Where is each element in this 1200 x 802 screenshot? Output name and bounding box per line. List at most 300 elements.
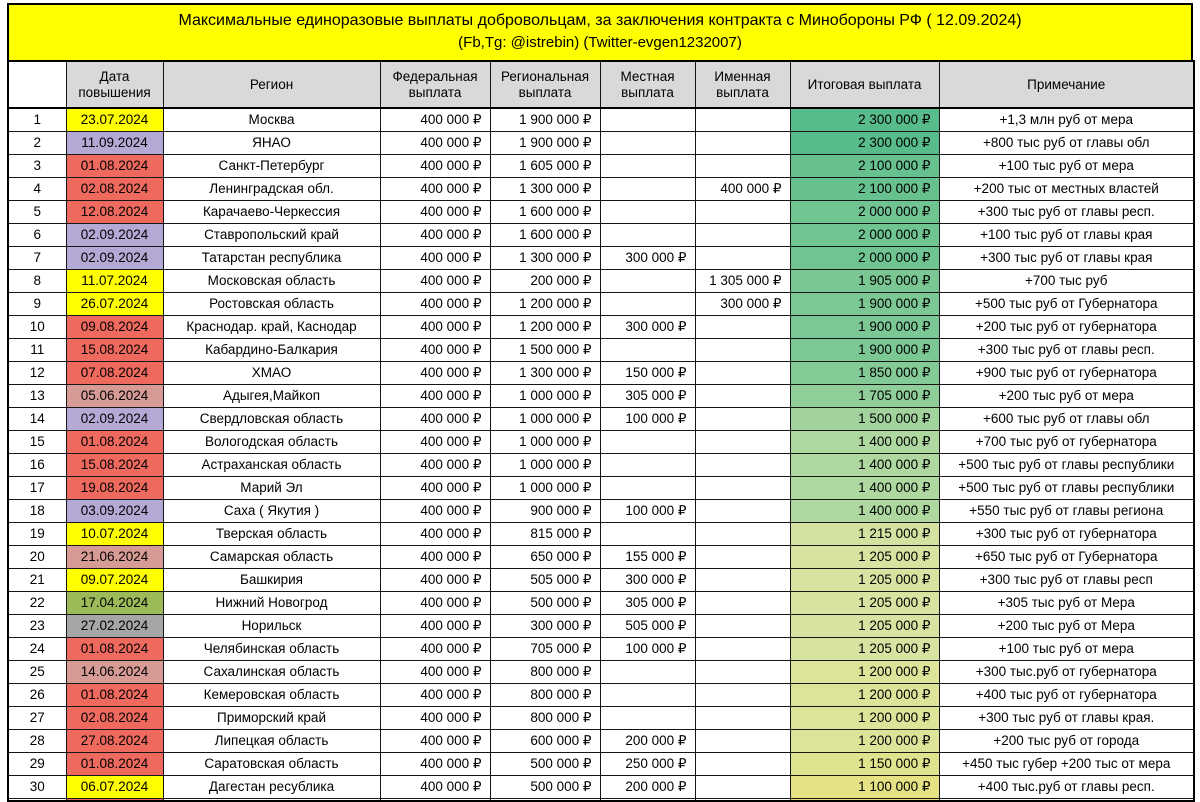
region-cell: Тверская область [163,522,380,545]
federal-payment-cell: 400 000 ₽ [380,775,490,798]
row-number-cell: 30 [8,775,66,798]
date-cell: 23.07.2024 [66,108,163,131]
local-payment-cell: 305 000 ₽ [600,591,695,614]
note-cell: +650 тыс руб от Губернатора [939,545,1194,568]
local-payment-cell: 300 000 ₽ [600,246,695,269]
row-number-cell: 11 [8,338,66,361]
region-cell: Ставропольский край [163,223,380,246]
note-cell: +400 тыс руб от губернатора [939,683,1194,706]
local-payment-cell: 100 000 ₽ [600,407,695,430]
row-number-cell: 7 [8,246,66,269]
total-payment-cell: 1 400 000 ₽ [790,499,939,522]
column-header: Регион [163,61,380,108]
region-cell: Саха ( Якутия ) [163,499,380,522]
date-cell: 10.07.2024 [66,522,163,545]
date-cell: 09.08.2024 [66,315,163,338]
named-payment-cell [695,223,790,246]
named-payment-cell [695,706,790,729]
note-cell: +550 тыс руб от главы региона [939,499,1194,522]
federal-payment-cell: 400 000 ₽ [380,223,490,246]
date-cell: 01.08.2024 [66,430,163,453]
total-payment-cell: 2 100 000 ₽ [790,177,939,200]
named-payment-cell [695,683,790,706]
named-payment-cell [695,338,790,361]
region-cell: Краснодар. край, Каснодар [163,315,380,338]
row-number-cell: 13 [8,384,66,407]
date-cell: 01.08.2024 [66,154,163,177]
regional-payment-cell: 800 000 ₽ [490,706,600,729]
region-cell: Свердловская область [163,407,380,430]
regional-payment-cell: 815 000 ₽ [490,522,600,545]
total-payment-cell: 1 200 000 ₽ [790,683,939,706]
regional-payment-cell: 650 000 ₽ [490,545,600,568]
row-number-cell: 26 [8,683,66,706]
named-payment-cell [695,522,790,545]
region-cell: Вологодская область [163,430,380,453]
named-payment-cell [695,660,790,683]
table-row [8,453,1194,476]
note-cell: +700 тыс руб от губернатора [939,430,1194,453]
region-cell: Сахалинская область [163,660,380,683]
local-payment-cell [600,522,695,545]
federal-payment-cell: 400 000 ₽ [380,752,490,775]
region-cell [163,798,380,801]
total-payment-cell: 2 000 000 ₽ [790,223,939,246]
date-cell: 07.08.2024 [66,361,163,384]
table-row [8,637,1194,660]
total-payment-cell: 2 300 000 ₽ [790,108,939,131]
named-payment-cell [695,361,790,384]
page-title: Максимальные единоразовые выплаты добровольцам, за заключения контракта с Минобороны РФ ( 12.09.2024) [178,12,1022,29]
local-payment-cell [600,108,695,131]
note-cell: +200 тыс руб от мера [939,384,1194,407]
local-payment-cell [600,154,695,177]
row-number-cell: 22 [8,591,66,614]
table-row [8,499,1194,522]
federal-payment-cell: 400 000 ₽ [380,200,490,223]
date-cell: 26.07.2024 [66,292,163,315]
date-cell: 06.07.2024 [66,775,163,798]
local-payment-cell: 100 000 ₽ [600,637,695,660]
total-payment-cell [790,798,939,801]
federal-payment-cell: 400 000 ₽ [380,706,490,729]
note-cell: +200 тыс руб от города [939,729,1194,752]
row-number-cell: 24 [8,637,66,660]
note-cell: +400 тыс.руб от главы респ. [939,775,1194,798]
region-cell: Норильск [163,614,380,637]
named-payment-cell [695,591,790,614]
table-row [8,177,1194,200]
federal-payment-cell: 400 000 ₽ [380,637,490,660]
local-payment-cell [600,706,695,729]
regional-payment-cell: 500 000 ₽ [490,775,600,798]
note-cell: +200 тыс руб от Мера [939,614,1194,637]
federal-payment-cell: 400 000 ₽ [380,545,490,568]
region-cell: Татарстан республика [163,246,380,269]
total-payment-cell: 1 905 000 ₽ [790,269,939,292]
named-payment-cell [695,614,790,637]
total-payment-cell: 1 205 000 ₽ [790,545,939,568]
column-header: Местная выплата [600,61,695,108]
named-payment-cell: 1 305 000 ₽ [695,269,790,292]
title-band [7,3,1193,62]
regional-payment-cell: 1 000 000 ₽ [490,430,600,453]
local-payment-cell: 200 000 ₽ [600,729,695,752]
regional-payment-cell: 800 000 ₽ [490,660,600,683]
table-row [8,407,1194,430]
named-payment-cell [695,729,790,752]
note-cell: +305 тыс руб от Мера [939,591,1194,614]
federal-payment-cell: 400 000 ₽ [380,729,490,752]
region-cell: Москва [163,108,380,131]
row-number-cell: 14 [8,407,66,430]
regional-payment-cell: 705 000 ₽ [490,637,600,660]
row-number-cell: 21 [8,568,66,591]
table-row [8,522,1194,545]
local-payment-cell: 100 000 ₽ [600,499,695,522]
regional-payment-cell: 500 000 ₽ [490,752,600,775]
table-row [8,568,1194,591]
table-row [8,476,1194,499]
regional-payment-cell: 1 300 000 ₽ [490,177,600,200]
note-cell: +700 тыс руб [939,269,1194,292]
table-row [8,338,1194,361]
row-number-cell: 6 [8,223,66,246]
table-row [8,292,1194,315]
federal-payment-cell: 400 000 ₽ [380,246,490,269]
local-payment-cell [600,200,695,223]
total-payment-cell: 1 400 000 ₽ [790,476,939,499]
row-number-cell: 15 [8,430,66,453]
total-payment-cell: 1 205 000 ₽ [790,591,939,614]
total-payment-cell: 1 205 000 ₽ [790,614,939,637]
region-cell: Ростовская область [163,292,380,315]
note-cell: +500 тыс руб от главы республики [939,453,1194,476]
table-row [8,108,1194,131]
region-cell: Марий Эл [163,476,380,499]
note-cell: +300 тыс руб от главы края [939,246,1194,269]
local-payment-cell: 300 000 ₽ [600,315,695,338]
regional-payment-cell: 1 900 000 ₽ [490,108,600,131]
date-cell: 15.08.2024 [66,453,163,476]
spreadsheet [7,3,1193,802]
named-payment-cell [695,131,790,154]
local-payment-cell [600,177,695,200]
column-header: Дата повышения [66,61,163,108]
date-cell: 19.08.2024 [66,476,163,499]
named-payment-cell [695,154,790,177]
federal-payment-cell: 400 000 ₽ [380,614,490,637]
date-cell: 27.08.2024 [66,729,163,752]
total-payment-cell: 1 200 000 ₽ [790,729,939,752]
region-cell: Дагестан ресублика [163,775,380,798]
column-header: Примечание [939,61,1194,108]
local-payment-cell [600,660,695,683]
local-payment-cell [600,292,695,315]
region-cell: Челябинская область [163,637,380,660]
named-payment-cell [695,775,790,798]
named-payment-cell [695,545,790,568]
row-number-cell: 28 [8,729,66,752]
regional-payment-cell: 1 605 000 ₽ [490,154,600,177]
federal-payment-cell: 400 000 ₽ [380,338,490,361]
federal-payment-cell: 400 000 ₽ [380,522,490,545]
federal-payment-cell: 400 000 ₽ [380,154,490,177]
date-cell: 17.04.2024 [66,591,163,614]
federal-payment-cell: 400 000 ₽ [380,683,490,706]
region-cell: Карачаево-Черкессия [163,200,380,223]
date-cell: 15.08.2024 [66,338,163,361]
total-payment-cell: 1 850 000 ₽ [790,361,939,384]
date-cell: 14.06.2024 [66,660,163,683]
column-header: Региональная выплата [490,61,600,108]
payments-table [7,60,1195,802]
region-cell: Липецкая область [163,729,380,752]
table-row [8,131,1194,154]
federal-payment-cell: 400 000 ₽ [380,177,490,200]
table-row [8,752,1194,775]
table-row [8,223,1194,246]
row-number-cell: 19 [8,522,66,545]
regional-payment-cell: 500 000 ₽ [490,591,600,614]
total-payment-cell: 1 205 000 ₽ [790,568,939,591]
region-cell: Кемеровская область [163,683,380,706]
regional-payment-cell: 1 500 000 ₽ [490,338,600,361]
total-payment-cell: 1 900 000 ₽ [790,315,939,338]
regional-payment-cell: 1 000 000 ₽ [490,407,600,430]
regional-payment-cell: 1 600 000 ₽ [490,200,600,223]
region-cell: Московская область [163,269,380,292]
table-row [8,591,1194,614]
named-payment-cell [695,476,790,499]
federal-payment-cell: 400 000 ₽ [380,292,490,315]
date-cell: 27.02.2024 [66,614,163,637]
region-cell: Нижний Новогрод [163,591,380,614]
row-number-cell: 12 [8,361,66,384]
row-number-cell: 3 [8,154,66,177]
row-number-cell: 16 [8,453,66,476]
row-number-cell: 5 [8,200,66,223]
local-payment-cell: 300 000 ₽ [600,568,695,591]
note-cell: +300 тыс руб от главы края. [939,706,1194,729]
region-cell: Астраханская область [163,453,380,476]
date-cell: 12.08.2024 [66,200,163,223]
date-cell: 02.08.2024 [66,706,163,729]
table-row [8,384,1194,407]
note-cell: +500 тыс руб от главы республики [939,476,1194,499]
total-payment-cell: 2 000 000 ₽ [790,200,939,223]
row-number-cell: 9 [8,292,66,315]
local-payment-cell [600,798,695,801]
named-payment-cell: 400 000 ₽ [695,177,790,200]
region-cell: Ленинградская обл. [163,177,380,200]
federal-payment-cell: 400 000 ₽ [380,453,490,476]
total-payment-cell: 1 200 000 ₽ [790,706,939,729]
total-payment-cell: 1 205 000 ₽ [790,637,939,660]
note-cell: +300 тыс руб от главы респ. [939,338,1194,361]
local-payment-cell [600,223,695,246]
date-cell: 03.09.2024 [66,499,163,522]
note-cell: +300 тыс руб от главы респ. [939,200,1194,223]
regional-payment-cell: 505 000 ₽ [490,568,600,591]
local-payment-cell: 250 000 ₽ [600,752,695,775]
note-cell: +450 тыс губер +200 тыс от мера [939,752,1194,775]
row-number-cell: 4 [8,177,66,200]
date-cell: 01.08.2024 [66,683,163,706]
corner-header-blank [8,61,66,108]
local-payment-cell [600,476,695,499]
local-payment-cell: 150 000 ₽ [600,361,695,384]
local-payment-cell [600,269,695,292]
region-cell: Кабардино-Балкария [163,338,380,361]
federal-payment-cell: 400 000 ₽ [380,361,490,384]
local-payment-cell [600,453,695,476]
regional-payment-cell: 1 600 000 ₽ [490,223,600,246]
row-number-cell: 17 [8,476,66,499]
table-row [8,798,1194,801]
table-row [8,545,1194,568]
note-cell: +300 тыс.руб от губернатора [939,660,1194,683]
region-cell: Санкт-Петербург [163,154,380,177]
regional-payment-cell: 800 000 ₽ [490,683,600,706]
note-cell: +500 тыс руб от Губернатора [939,292,1194,315]
total-payment-cell: 1 150 000 ₽ [790,752,939,775]
total-payment-cell: 2 300 000 ₽ [790,131,939,154]
federal-payment-cell: 400 000 ₽ [380,384,490,407]
note-cell: +200 тыс от местных властей [939,177,1194,200]
federal-payment-cell: 400 000 ₽ [380,476,490,499]
local-payment-cell [600,683,695,706]
total-payment-cell: 1 200 000 ₽ [790,660,939,683]
date-cell: 09.07.2024 [66,568,163,591]
regional-payment-cell: 1 000 000 ₽ [490,384,600,407]
note-cell: +300 тыс руб от главы респ [939,568,1194,591]
region-cell: ЯНАО [163,131,380,154]
local-payment-cell [600,338,695,361]
note-cell: +800 тыс руб от главы обл [939,131,1194,154]
named-payment-cell [695,407,790,430]
named-payment-cell [695,499,790,522]
local-payment-cell [600,131,695,154]
regional-payment-cell: 900 000 ₽ [490,499,600,522]
federal-payment-cell: 400 000 ₽ [380,660,490,683]
table-header-row [8,61,1194,108]
region-cell: ХМАО [163,361,380,384]
table-row [8,315,1194,338]
date-cell: 11.09.2024 [66,131,163,154]
note-cell: +100 тыс руб от главы края [939,223,1194,246]
row-number-cell: 23 [8,614,66,637]
table-row [8,614,1194,637]
total-payment-cell: 1 705 000 ₽ [790,384,939,407]
date-cell: 02.09.2024 [66,407,163,430]
date-cell: 11.07.2024 [66,269,163,292]
table-row [8,361,1194,384]
named-payment-cell [695,108,790,131]
note-cell: +600 тыс руб от главы обл [939,407,1194,430]
federal-payment-cell: 400 000 ₽ [380,269,490,292]
named-payment-cell [695,453,790,476]
column-header: Итоговая выплата [790,61,939,108]
named-payment-cell [695,246,790,269]
regional-payment-cell [490,798,600,801]
note-cell: +200 тыс руб от губернатора [939,315,1194,338]
named-payment-cell [695,798,790,801]
row-number-cell: 18 [8,499,66,522]
named-payment-cell: 300 000 ₽ [695,292,790,315]
total-payment-cell: 2 000 000 ₽ [790,246,939,269]
regional-payment-cell: 1 200 000 ₽ [490,315,600,338]
named-payment-cell [695,637,790,660]
date-cell: 02.09.2024 [66,223,163,246]
note-cell: +1,3 млн руб от мера [939,108,1194,131]
table-row [8,430,1194,453]
local-payment-cell: 155 000 ₽ [600,545,695,568]
date-cell: 05.06.2024 [66,384,163,407]
regional-payment-cell: 1 300 000 ₽ [490,246,600,269]
date-cell: 02.08.2024 [66,177,163,200]
federal-payment-cell: 400 000 ₽ [380,131,490,154]
total-payment-cell: 1 400 000 ₽ [790,453,939,476]
local-payment-cell: 200 000 ₽ [600,775,695,798]
table-row [8,775,1194,798]
row-number-cell: 25 [8,660,66,683]
table-row [8,660,1194,683]
total-payment-cell: 1 215 000 ₽ [790,522,939,545]
table-row [8,200,1194,223]
region-cell: Адыгея,Майкоп [163,384,380,407]
region-cell: Приморский край [163,706,380,729]
regional-payment-cell: 1 000 000 ₽ [490,476,600,499]
federal-payment-cell: 400 000 ₽ [380,315,490,338]
named-payment-cell [695,752,790,775]
column-header: Федеральная выплата [380,61,490,108]
local-payment-cell: 305 000 ₽ [600,384,695,407]
total-payment-cell: 2 100 000 ₽ [790,154,939,177]
note-cell: +100 тыс руб от мера [939,154,1194,177]
table-row [8,154,1194,177]
date-cell: 02.09.2024 [66,246,163,269]
row-number-cell: 1 [8,108,66,131]
region-cell: Самарская область [163,545,380,568]
named-payment-cell [695,315,790,338]
total-payment-cell: 1 900 000 ₽ [790,292,939,315]
local-payment-cell: 505 000 ₽ [600,614,695,637]
federal-payment-cell: 400 000 ₽ [380,591,490,614]
total-payment-cell: 1 100 000 ₽ [790,775,939,798]
regional-payment-cell: 200 000 ₽ [490,269,600,292]
date-cell: 01.08.2024 [66,752,163,775]
note-cell: +100 тыс руб от мера [939,637,1194,660]
date-cell: 21.06.2024 [66,545,163,568]
note-cell: +900 тыс руб от губернатора [939,361,1194,384]
regional-payment-cell: 1 900 000 ₽ [490,131,600,154]
named-payment-cell [695,200,790,223]
date-cell [66,798,163,801]
row-number-cell: 29 [8,752,66,775]
federal-payment-cell: 400 000 ₽ [380,407,490,430]
table-row [8,246,1194,269]
note-cell: +300 тыс руб от губернатора [939,522,1194,545]
federal-payment-cell [380,798,490,801]
page-subtitle-contacts: (Fb,Tg: @istrebin) (Twitter-evgen1232007) [458,34,742,51]
note-cell [939,798,1194,801]
row-number-cell: 27 [8,706,66,729]
federal-payment-cell: 400 000 ₽ [380,430,490,453]
row-number-cell: 20 [8,545,66,568]
regional-payment-cell: 300 000 ₽ [490,614,600,637]
row-number-cell: 8 [8,269,66,292]
